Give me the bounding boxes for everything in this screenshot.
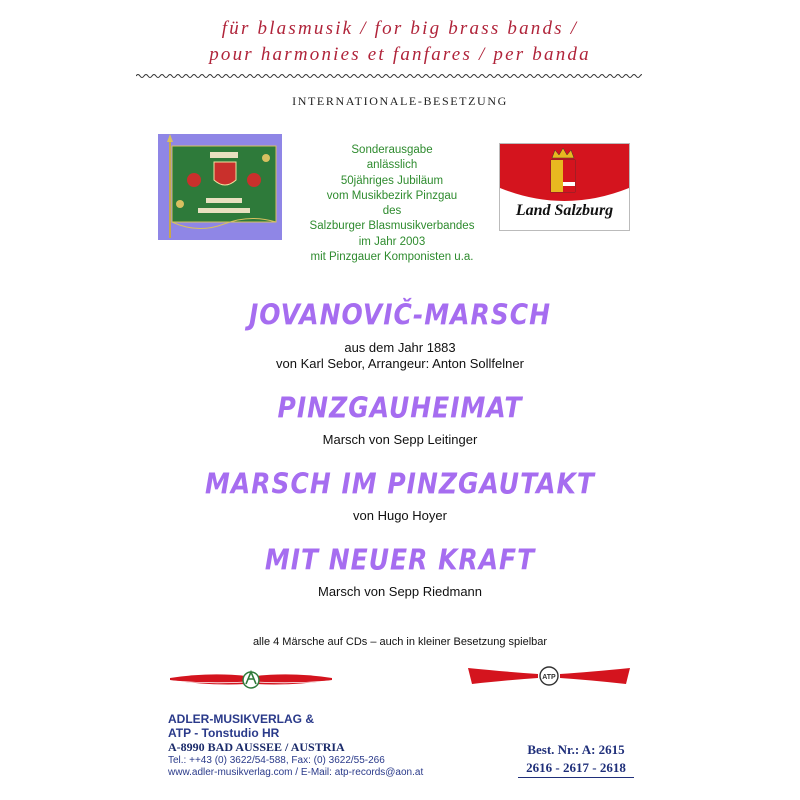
land-salzburg-logo: [499, 143, 630, 231]
special-edition-line: 50jähriges Jubiläum: [340, 174, 444, 187]
piece-title: JOVANOVIČ-MARSCH: [248, 297, 552, 332]
special-edition-line: des: [382, 205, 402, 218]
piece-subtitle: aus dem Jahr 1883: [344, 340, 456, 355]
publisher-name: ADLER-MUSIKVERLAG &: [168, 712, 314, 726]
instrumentation-label: INTERNATIONALE-BESETZUNG: [292, 94, 508, 108]
order-underline: [518, 777, 634, 778]
order-numbers: 2616 - 2617 - 2618: [526, 760, 626, 775]
special-edition-line: anlässlich: [366, 159, 418, 172]
special-edition-line: mit Pinzgauer Komponisten u.a.: [310, 251, 474, 264]
piece-title: MARSCH IM PINZGAUTAKT: [205, 466, 595, 501]
special-edition-line: vom Musikbezirk Pinzgau: [326, 189, 458, 202]
special-edition-line: im Jahr 2003: [358, 235, 426, 248]
tagline-line-1: für blasmusik / for big brass bands /: [221, 18, 579, 39]
atp-emblem-icon: [468, 664, 630, 688]
logo-text: Land Salzburg: [515, 202, 614, 219]
piece-subtitle: von Karl Sebor, Arrangeur: Anton Sollfelner: [276, 356, 524, 371]
special-edition-text: [280, 143, 504, 265]
tagline-line-2: pour harmonies et fanfares / per banda: [209, 44, 591, 65]
cd-note: alle 4 Märsche auf CDs – auch in kleiner Besetzung spielbar: [252, 636, 548, 648]
piece-title: PINZGAUHEIMAT: [277, 390, 523, 425]
piece-subtitle: von Hugo Hoyer: [353, 508, 447, 523]
wavy-divider: [136, 72, 642, 80]
order-number-label: Best. Nr.: A: 2615: [527, 742, 625, 757]
piece-subtitle: Marsch von Sepp Riedmann: [317, 584, 483, 599]
special-edition-line: Sonderausgabe: [351, 144, 433, 156]
piece-title: MIT NEUER KRAFT: [264, 542, 536, 577]
adler-emblem-icon: [170, 668, 332, 692]
special-edition-line: Salzburger Blasmusikverbandes: [309, 220, 475, 233]
piece-subtitle: Marsch von Sepp Leitinger: [322, 432, 478, 447]
publisher-name: ATP - Tonstudio HR: [168, 726, 280, 740]
svg-text:ATP: ATP: [542, 674, 556, 681]
publisher-address: A-8990 BAD AUSSEE / AUSTRIA: [168, 740, 345, 754]
flag-image: [158, 134, 282, 240]
publisher-phone: Tel.: ++43 (0) 3622/54-588, Fax: (0) 3622/55-266: [168, 755, 385, 766]
publisher-web: www.adler-musikverlag.com / E-Mail: atp-records@aon.at: [168, 767, 424, 778]
